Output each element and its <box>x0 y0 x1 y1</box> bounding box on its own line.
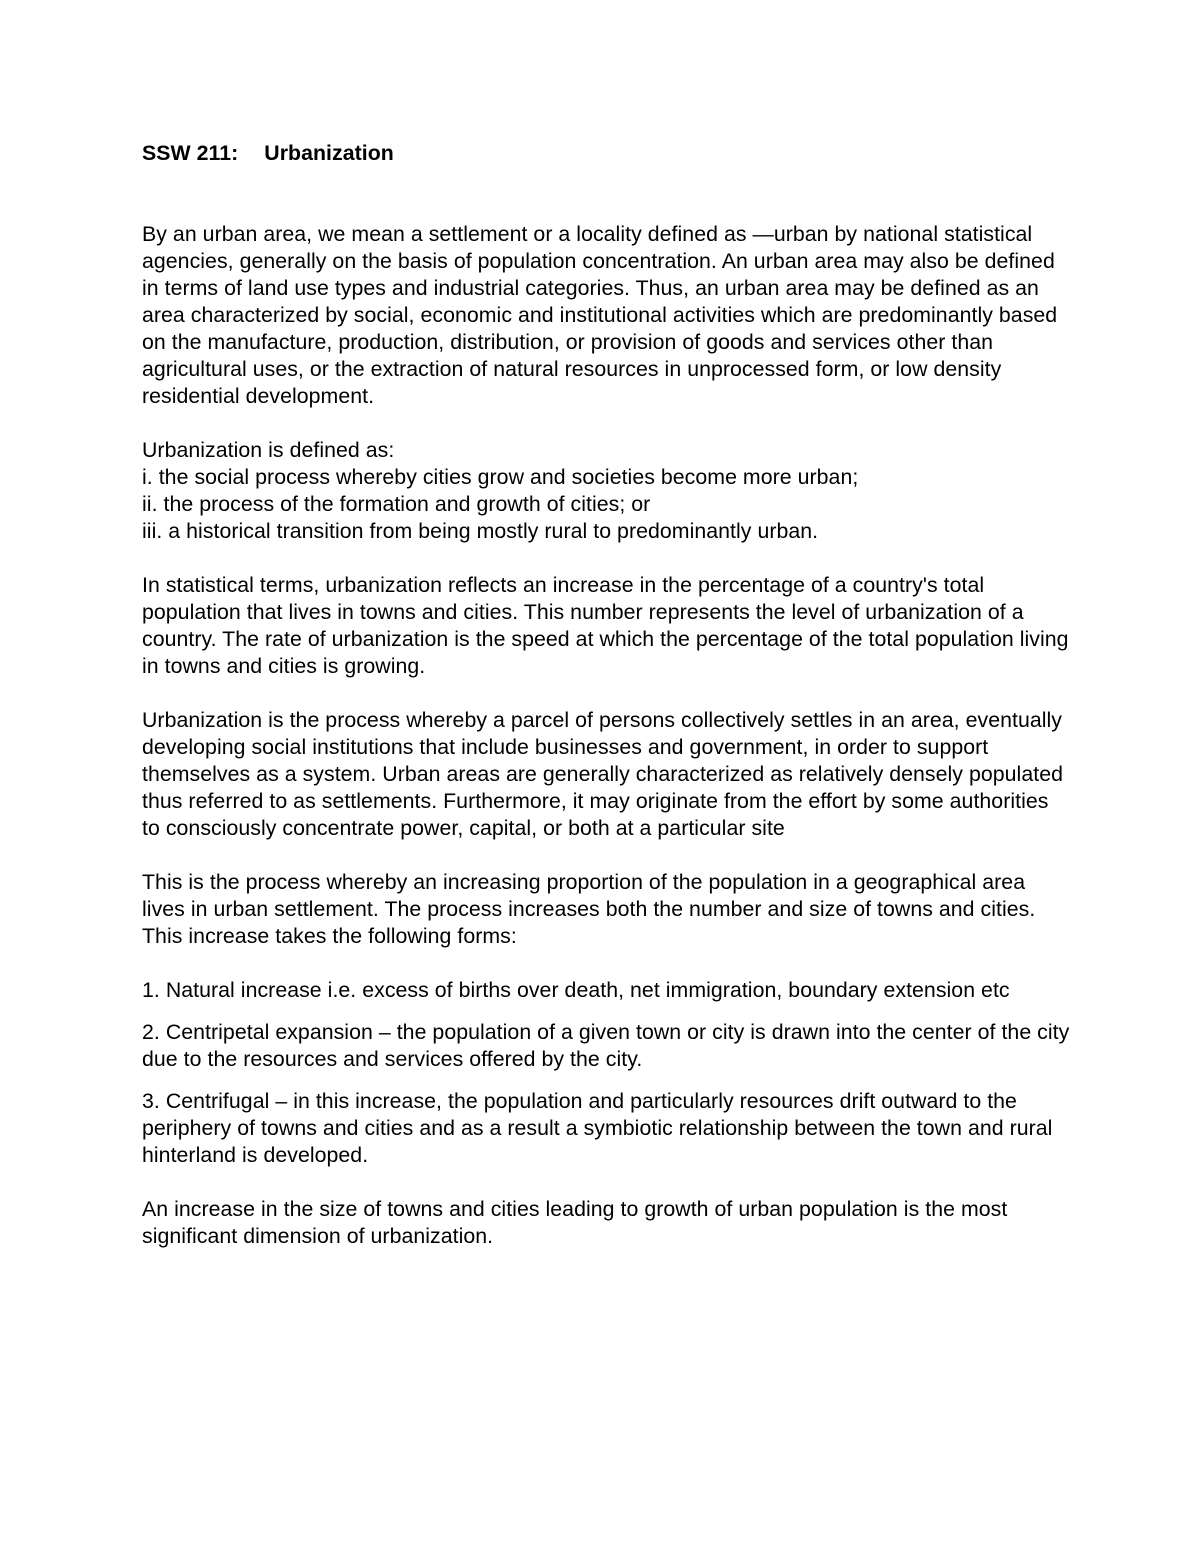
document-body <box>142 140 1072 1277</box>
paragraph-urban-area: By an urban area, we mean a settlement or a locality defined as —urban by national statistical agencies, generally on the basis of population concentration. An urban area may also be defined in terms of land use types and industrial categories. Thus, an urban area may be defined as an area characterized by social, economic and institutional activities which are predominantly based on the manufacture, production, distribution, or provision of goods and services other than agricultural uses, or the extraction of natural resources in unprocessed form, or low density residential development. <box>142 222 1058 408</box>
paragraph-statistical: In statistical terms, urbanization reflects an increase in the percentage of a country's total population that lives in towns and cities. This number represents the level of urbanization of a country. The rate of urbanization is the speed at which the percentage of the total population living in towns and cities is growing. <box>142 573 1069 678</box>
paragraph-increase-intro: This is the process whereby an increasing proportion of the population in a geographical area lives in urban settlement. The process increases both the number and size of towns and cities. This increase takes the following forms: <box>142 870 1036 948</box>
course-code: SSW 211: <box>142 141 239 165</box>
paragraph-conclusion: An increase in the size of towns and cities leading to growth of urban population is the most significant dimension of urbanization. <box>142 1197 1008 1248</box>
document-title <box>142 140 1072 167</box>
definition-item: iii. a historical transition from being mostly rural to predominantly urban. <box>142 519 819 543</box>
definition-item: ii. the process of the formation and growth of cities; or <box>142 492 651 516</box>
paragraph-process: Urbanization is the process whereby a parcel of persons collectively settles in an area, eventually developing social institutions that include businesses and government, in order to support themselves as a system. Urban areas are generally characterized as relatively densely populated thus referred to as settlements. Furthermore, it may originate from the effort by some authorities to consciously concentrate power, capital, or both at a particular site <box>142 708 1063 840</box>
form-item: 2. Centripetal expansion – the population of a given town or city is drawn into the center of the city due to the resources and services offered by the city. <box>142 1020 1070 1071</box>
course-topic: Urbanization <box>264 141 394 165</box>
form-item: 3. Centrifugal – in this increase, the population and particularly resources drift outward to the periphery of towns and cities and as a result a symbiotic relationship between the town and rural hinterland is developed. <box>142 1089 1053 1167</box>
definition-item: i. the social process whereby cities grow and societies become more urban; <box>142 465 859 489</box>
definition-list <box>142 437 1072 545</box>
definition-intro: Urbanization is defined as: <box>142 438 395 462</box>
form-item: 1. Natural increase i.e. excess of births over death, net immigration, boundary extension etc <box>142 978 1010 1002</box>
